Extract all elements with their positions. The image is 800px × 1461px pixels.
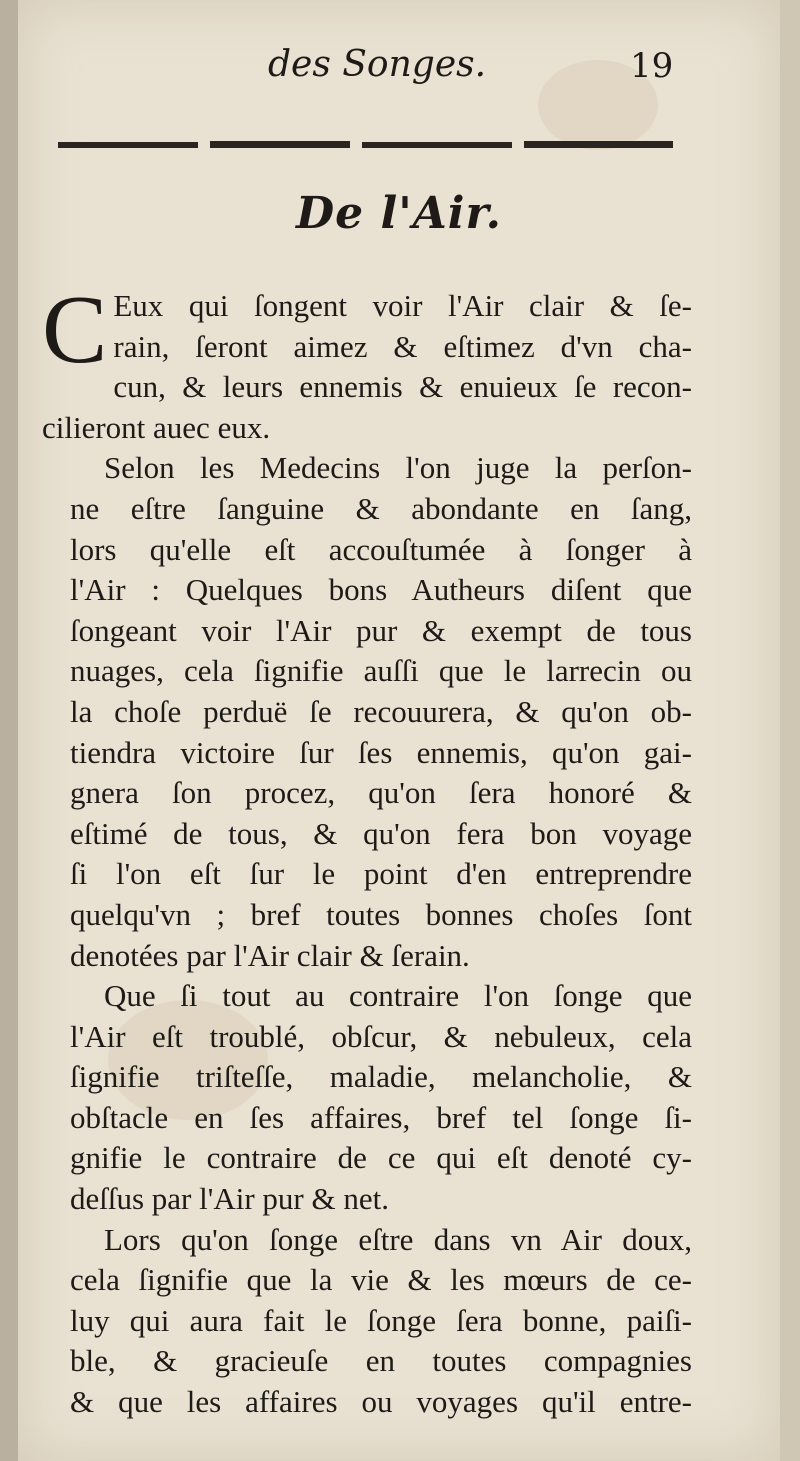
paragraph bbox=[42, 1220, 692, 1423]
text-line: quelqu'vn ; bref toutes bonnes choſes ſont bbox=[70, 896, 692, 932]
text-line: gnera ſon procez, qu'on ſera honoré & bbox=[70, 775, 692, 811]
text-line: rain, ſeront aimez & eſtimez d'vn cha- bbox=[113, 328, 692, 364]
book-page bbox=[18, 0, 780, 1461]
text-line: cun, & leurs ennemis & enuieux ſe recon- bbox=[113, 369, 692, 405]
page-number: 19 bbox=[630, 46, 674, 86]
text-line: Lors qu'on ſonge eſtre dans vn Air doux, bbox=[104, 1221, 692, 1257]
paragraph bbox=[42, 448, 692, 976]
text-line: Selon les Medecins l'on juge la perſon- bbox=[104, 450, 692, 486]
text-line: & que les affaires ou voyages qu'il entre- bbox=[70, 1384, 692, 1420]
text-line: luy qui aura fait le ſonge ſera bonne, paiſi- bbox=[70, 1302, 692, 1338]
text-line: Eux qui ſongent voir l'Air clair & ſe- bbox=[113, 288, 692, 323]
running-title: des Songes. bbox=[268, 44, 487, 85]
text-line: ble, & gracieuſe en toutes compagnies bbox=[70, 1343, 692, 1379]
text-line: cilieront auec eux. bbox=[42, 409, 271, 445]
text-line: ſignifie triſteſſe, maladie, melancholie, & bbox=[70, 1059, 692, 1095]
text-line: Que ſi tout au contraire l'on ſonge que bbox=[104, 978, 692, 1014]
text-line: nuages, cela ſignifie auſſi que le larrecin ou bbox=[70, 653, 692, 689]
rule-segment bbox=[524, 141, 673, 148]
text-line: denotées par l'Air clair & ſerain. bbox=[70, 937, 470, 973]
running-head bbox=[18, 44, 780, 100]
drop-cap: C bbox=[42, 276, 108, 384]
text-line: ne eſtre ſanguine & abondante en ſang, bbox=[70, 490, 692, 526]
text-line: l'Air : Quelques bons Autheurs diſent que bbox=[70, 572, 692, 608]
ornamental-rule bbox=[58, 137, 673, 153]
rule-segment bbox=[210, 141, 350, 148]
text-line: ſongeant voir l'Air pur & exempt de tous bbox=[70, 612, 692, 648]
body-text bbox=[42, 276, 692, 1423]
rule-segment bbox=[58, 142, 198, 148]
text-line: tiendra victoire ſur ſes ennemis, qu'on gai- bbox=[70, 734, 692, 770]
section-heading: De l'Air. bbox=[296, 188, 502, 239]
text-line: deſſus par l'Air pur & net. bbox=[70, 1181, 389, 1217]
text-line: gnifie le contraire de ce qui eſt denoté cy- bbox=[70, 1140, 692, 1176]
text-line: eſtimé de tous, & qu'on fera bon voyage bbox=[70, 815, 692, 851]
text-line: l'Air eſt troublé, obſcur, & nebuleux, cela bbox=[70, 1018, 692, 1054]
text-line: obſtacle en ſes affaires, bref tel ſonge ſi- bbox=[70, 1099, 692, 1135]
text-line: ſi l'on eſt ſur le point d'en entreprendre bbox=[70, 856, 692, 892]
text-line: cela ſignifie que la vie & les mœurs de ce- bbox=[70, 1262, 692, 1298]
text-line: lors qu'elle eſt accouſtumée à ſonger à bbox=[70, 531, 692, 567]
page-binding-edge bbox=[0, 0, 18, 1461]
paragraph bbox=[42, 276, 692, 448]
text-line: la choſe perduë ſe recouurera, & qu'on ob- bbox=[70, 693, 692, 729]
paragraph bbox=[42, 976, 692, 1220]
rule-segment bbox=[362, 142, 512, 148]
